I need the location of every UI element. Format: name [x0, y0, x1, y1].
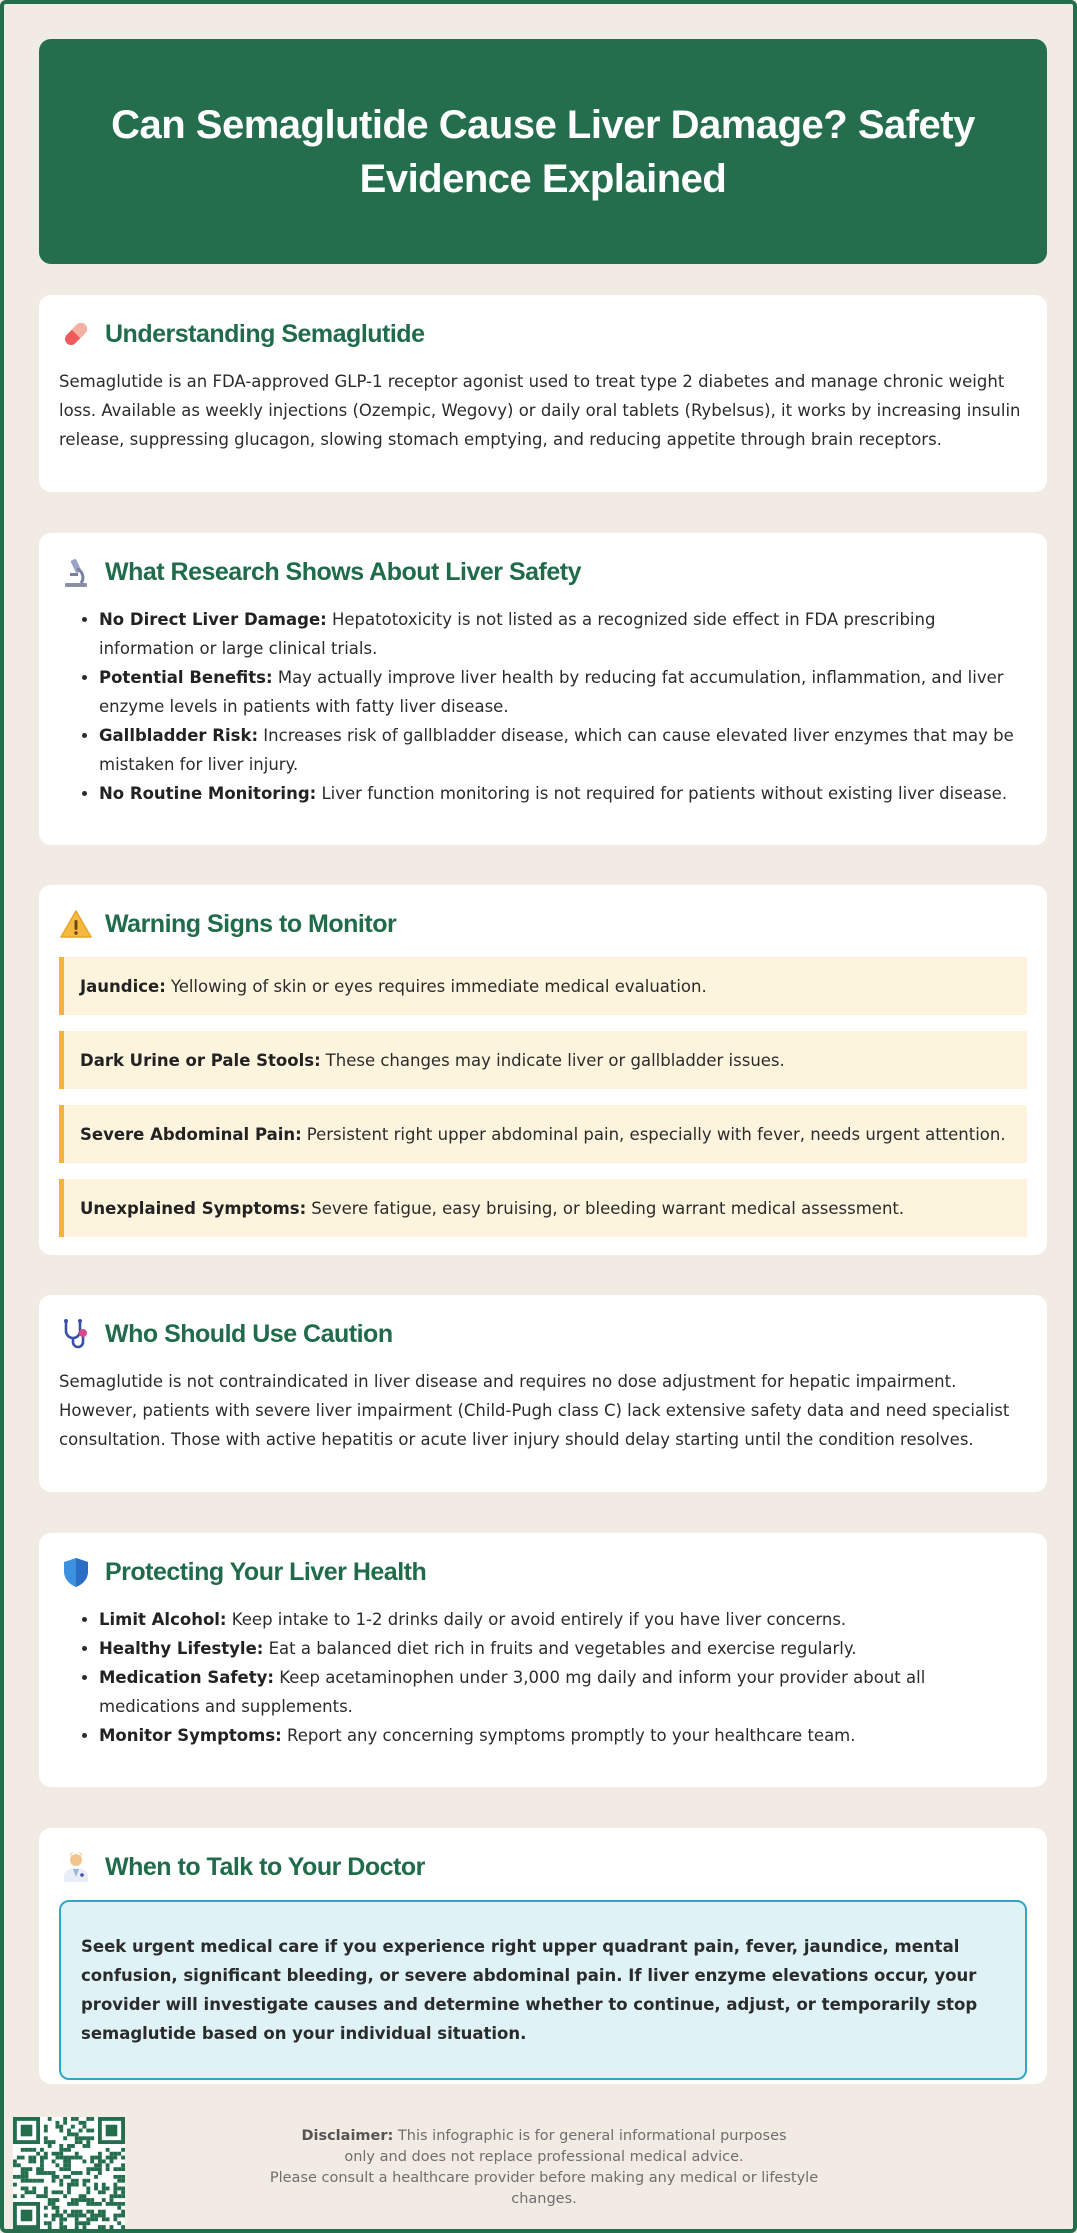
footer — [4, 2114, 1077, 2233]
qr-code-icon[interactable] — [13, 2117, 125, 2229]
list-item: • Monitor Symptoms: Report any concerning symptoms promptly to your healthcare team. — [99, 1721, 1027, 1750]
disclaimer — [254, 2126, 834, 2210]
shield-icon — [59, 1555, 93, 1589]
section-header — [59, 1555, 1027, 1589]
doctor-callout: Seek urgent medical care if you experience right upper quadrant pain, fever, jaundice, mental confusion, significant bleeding, or severe abdominal pain. If liver enzyme elevations occur, your provider will investigate causes and determine whether to continue, adjust, or temporarily stop semaglutide based on your individual situation. — [59, 1900, 1027, 2080]
list-item: • Limit Alcohol: Keep intake to 1-2 drinks daily or avoid entirely if you have liver concerns. — [99, 1605, 1027, 1634]
section-title: Understanding Semaglutide — [105, 319, 425, 348]
section-protecting — [39, 1533, 1047, 1787]
doctor-icon — [59, 1850, 93, 1884]
warning-icon — [59, 907, 93, 941]
research-list — [59, 605, 1027, 808]
section-header — [59, 907, 1027, 941]
page-title: Can Semaglutide Cause Liver Damage? Safety Evidence Explained — [111, 102, 975, 201]
section-title: Protecting Your Liver Health — [105, 1557, 427, 1586]
page-header — [39, 39, 1047, 264]
warning-item: Severe Abdominal Pain: Persistent right upper abdominal pain, especially with fever, needs urgent attention. — [59, 1105, 1027, 1163]
section-doctor — [39, 1828, 1047, 2084]
microscope-icon — [59, 555, 93, 589]
list-item: • No Direct Liver Damage: Hepatotoxicity is not listed as a recognized side effect in FDA prescribing information or large clinical trials. — [99, 605, 1027, 663]
stethoscope-icon — [59, 1317, 93, 1351]
disclaimer-label: Disclaimer: — [301, 2128, 394, 2144]
protecting-list — [59, 1605, 1027, 1750]
disclaimer-line: only and does not replace professional medical advice. — [344, 2149, 744, 2165]
section-header — [59, 317, 1027, 351]
list-item: • Healthy Lifestyle: Eat a balanced diet rich in fruits and vegetables and exercise regularly. — [99, 1634, 1027, 1663]
section-header — [59, 1317, 1027, 1351]
list-item: • Medication Safety: Keep acetaminophen under 3,000 mg daily and inform your provider about all medications and supplements. — [99, 1663, 1027, 1721]
disclaimer-line: Please consult a healthcare provider before making any medical or lifestyle changes. — [269, 2170, 819, 2207]
warning-item: Jaundice: Yellowing of skin or eyes requires immediate medical evaluation. — [59, 957, 1027, 1015]
pill-icon — [59, 317, 93, 351]
warning-item: Unexplained Symptoms: Severe fatigue, easy bruising, or bleeding warrant medical assessment. — [59, 1179, 1027, 1237]
list-item: • Potential Benefits: May actually improve liver health by reducing fat accumulation, inflammation, and liver enzyme levels in patients with fatty liver disease. — [99, 663, 1027, 721]
section-title: Warning Signs to Monitor — [105, 909, 397, 938]
section-caution — [39, 1295, 1047, 1492]
list-item: • No Routine Monitoring: Liver function monitoring is not required for patients without existing liver disease. — [99, 779, 1027, 808]
section-title: When to Talk to Your Doctor — [105, 1852, 425, 1881]
section-body: Semaglutide is an FDA-approved GLP-1 receptor agonist used to treat type 2 diabetes and manage chronic weight loss. Available as weekly injections (Ozempic, Wegovy) or daily oral tablets (Rybelsus), it works by increasing insulin release, suppressing glucagon, slowing stomach emptying, and reducing appetite through brain receptors. — [59, 372, 1021, 449]
section-research — [39, 533, 1047, 845]
section-header — [59, 555, 1027, 589]
section-understanding — [39, 295, 1047, 492]
section-title: What Research Shows About Liver Safety — [105, 557, 582, 586]
section-title: Who Should Use Caution — [105, 1319, 393, 1348]
section-body: Semaglutide is not contraindicated in liver disease and requires no dose adjustment for hepatic impairment. However, patients with severe liver impairment (Child-Pugh class C) lack extensive safety data and need specialist consultation. Those with active hepatitis or acute liver injury should delay starting until the condition resolves. — [59, 1372, 1010, 1449]
list-item: • Gallbladder Risk: Increases risk of gallbladder disease, which can cause elevated liver enzymes that may be mistaken for liver injury. — [99, 721, 1027, 779]
section-warning — [39, 885, 1047, 1255]
section-header — [59, 1850, 1027, 1884]
disclaimer-line: This infographic is for general informational purposes — [397, 2128, 787, 2144]
warning-item: Dark Urine or Pale Stools: These changes may indicate liver or gallbladder issues. — [59, 1031, 1027, 1089]
